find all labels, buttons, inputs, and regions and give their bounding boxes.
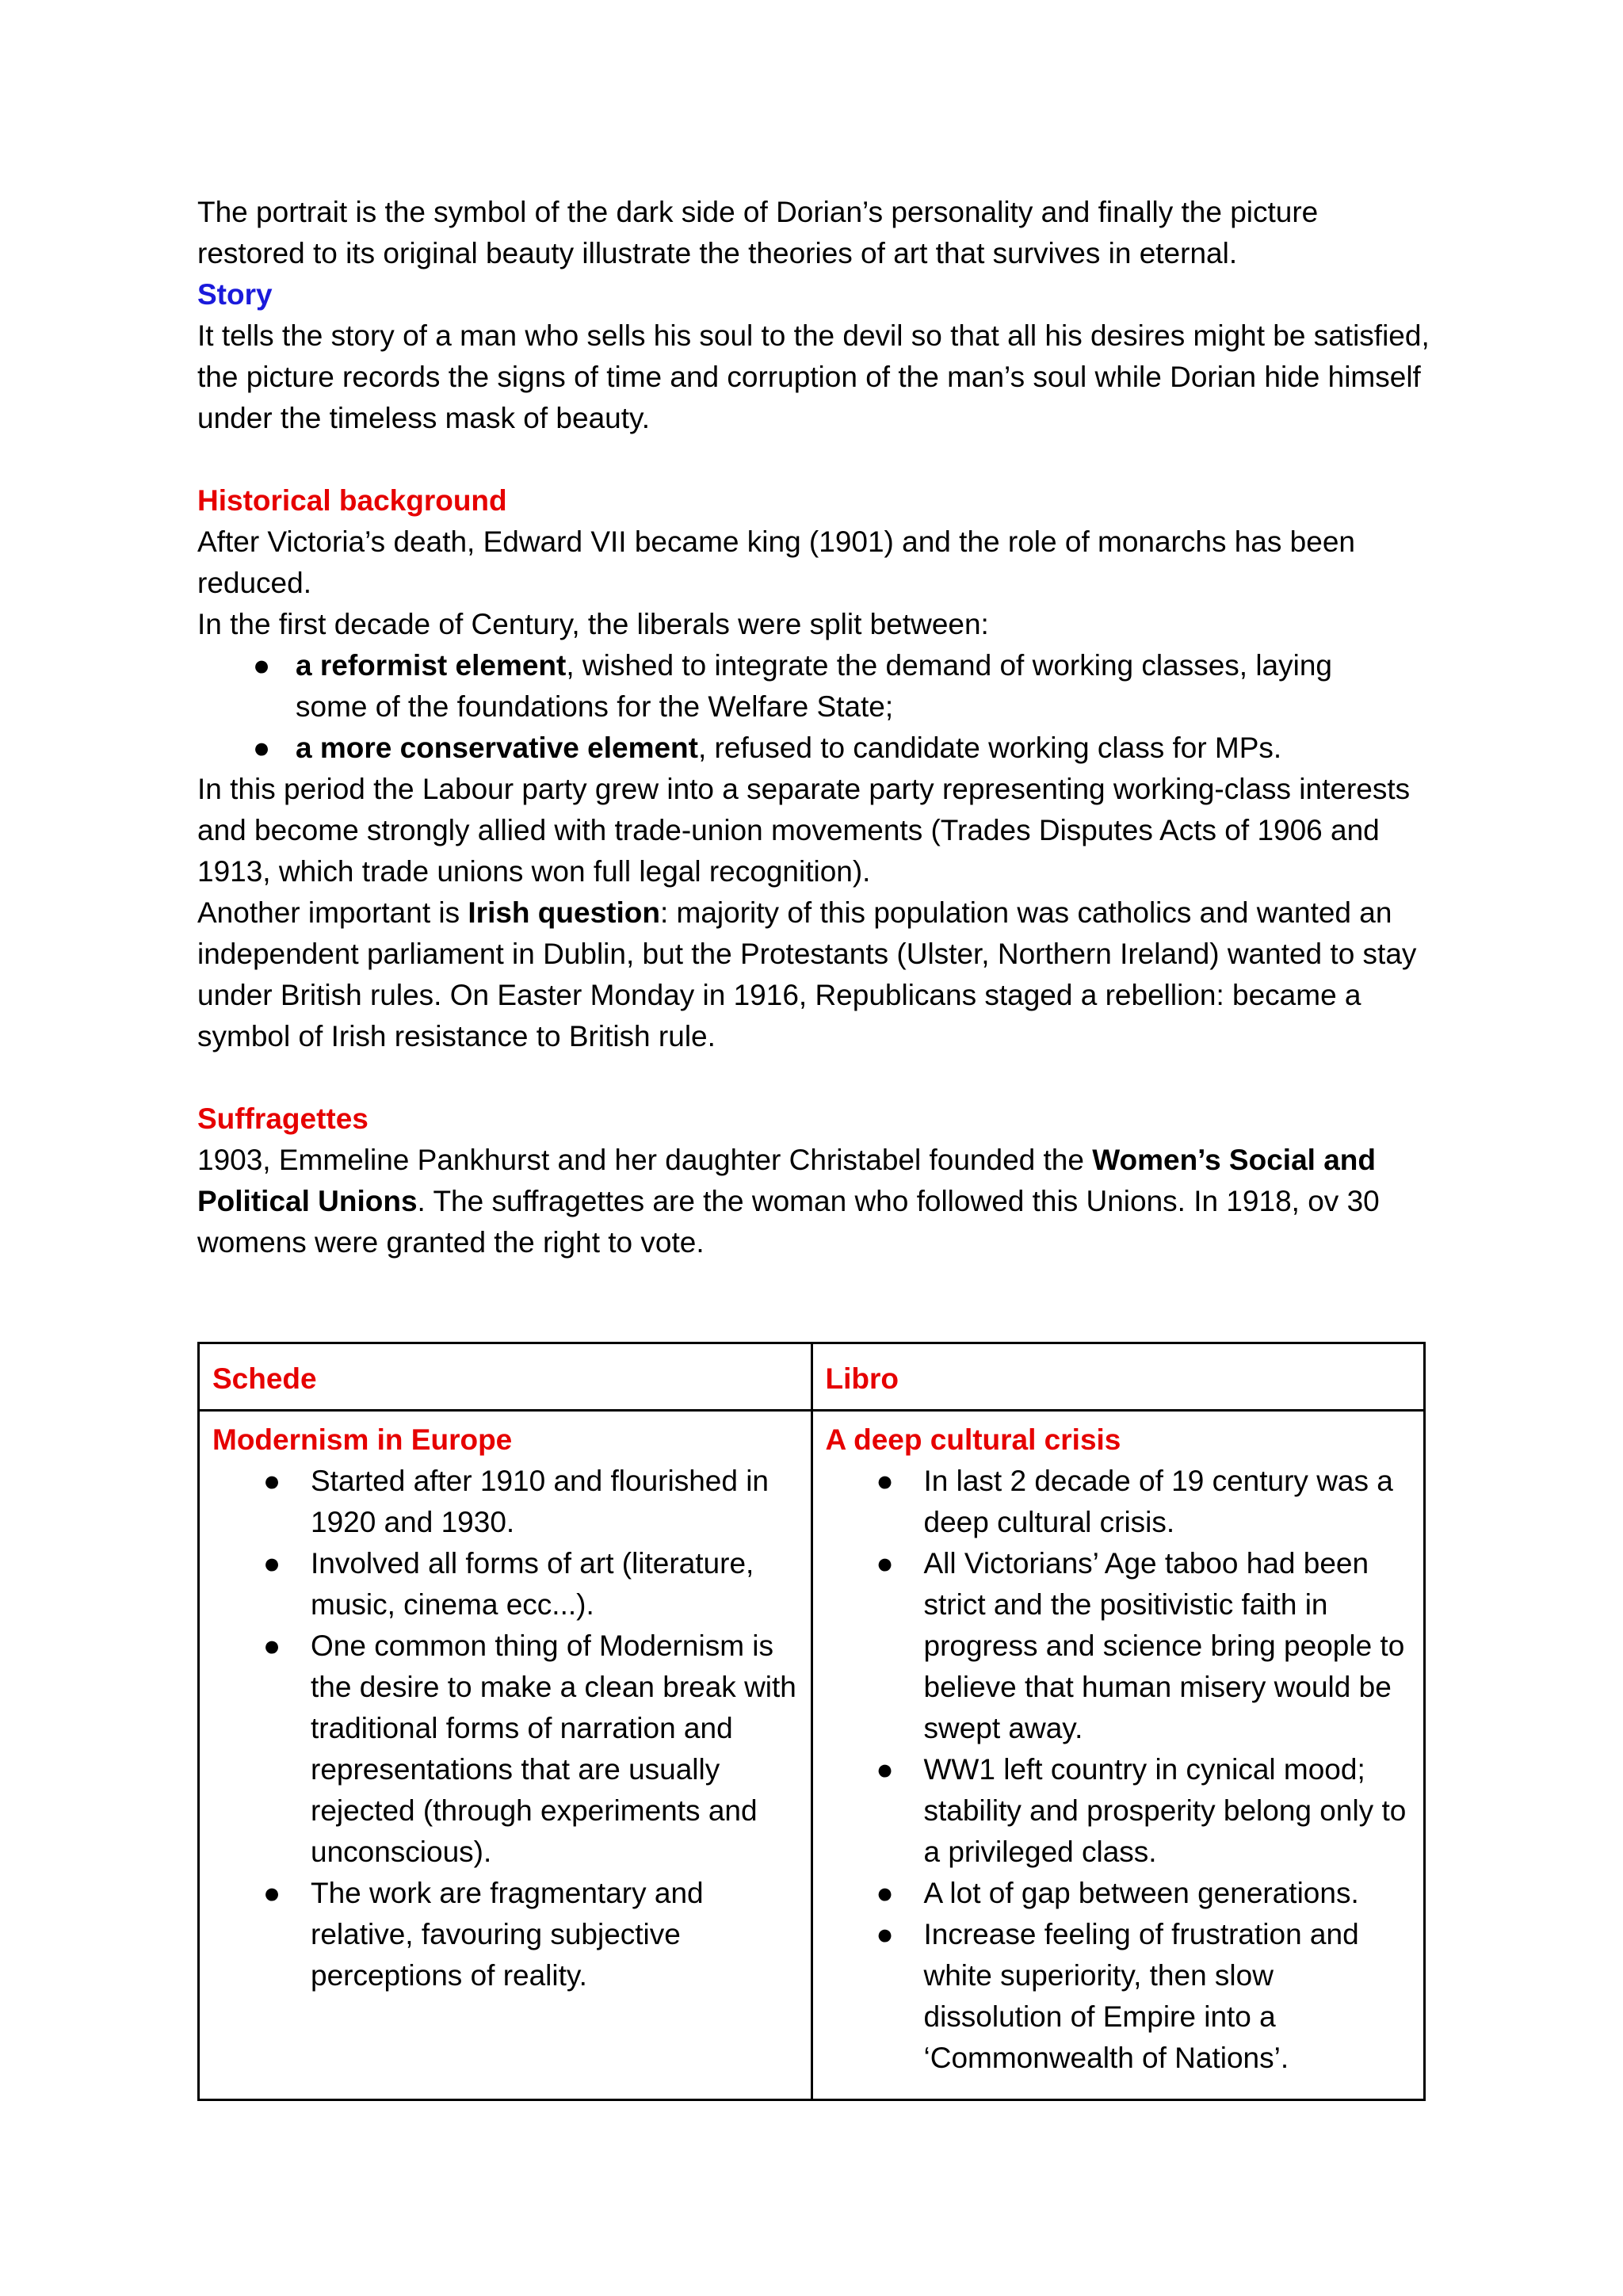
list-item-text: All Victorians’ Age taboo had been strict and the positivistic faith in progress and science bring people to believe that human misery would be swept away. (923, 1547, 1405, 1744)
modernism-title: Modernism in Europe (212, 1423, 513, 1456)
bullet-icon: ● (252, 732, 271, 764)
bullet-text: , refused to candidate working class for MPs. (697, 732, 1282, 764)
historical-heading: Historical background (197, 484, 507, 517)
modernism-list (212, 1461, 798, 1996)
liberals-bullet-list (197, 645, 1434, 769)
list-item-text: Involved all forms of art (literature, music, cinema ecc...). (311, 1547, 754, 1621)
bullet-icon: ● (876, 1877, 894, 1909)
comparison-table (197, 1342, 1426, 2101)
list-item (197, 728, 1434, 769)
schede-header-label: Schede (212, 1362, 317, 1395)
suffragettes-paragraph (197, 1140, 1434, 1263)
historical-paragraph-2: In the first decade of Century, the liberals were split between: (197, 608, 989, 640)
list-item-text: One common thing of Modernism is the desire to make a clean break with traditional forms of narration and representations that are usually rejected (through experiments and unconscious). (311, 1629, 796, 1868)
list-item (826, 1461, 1411, 1543)
list-item (212, 1461, 798, 1543)
suffragettes-text: . The suffragettes are the woman who followed this Unions. In 1918, ov 30 womens were granted the right to vote. (197, 1185, 1380, 1259)
list-item (212, 1626, 798, 1873)
list-item (826, 1873, 1411, 1914)
list-item-text: In last 2 decade of 19 century was a deep cultural crisis. (923, 1465, 1393, 1538)
irish-intro: Another important is (197, 896, 468, 929)
bullet-bold: a reformist element (296, 649, 567, 682)
list-item (826, 1914, 1411, 2079)
bullet-icon: ● (262, 1877, 281, 1909)
bullet-icon: ● (262, 1629, 281, 1662)
schede-cell (199, 1411, 812, 2100)
libro-header-label: Libro (825, 1362, 899, 1395)
wspu-bold: Women’s Social and Political Unions (197, 1144, 1376, 1217)
table-header-libro (812, 1343, 1425, 1411)
story-paragraph: It tells the story of a man who sells his soul to the devil so that all his desires might be satisfied, the picture records the signs of time and corruption of the man’s soul while Dorian hide himself under the timeless mask of beauty. (197, 319, 1430, 434)
story-heading: Story (197, 278, 273, 311)
list-item (826, 1543, 1411, 1749)
bullet-text: , wished to integrate the demand of working classes, laying some of the foundations for the Welfare State; (296, 649, 1333, 723)
list-item (212, 1543, 798, 1626)
libro-cell (812, 1411, 1425, 2100)
document-body (197, 192, 1434, 1263)
list-item (212, 1873, 798, 1996)
suffragettes-heading: Suffragettes (197, 1102, 369, 1135)
suffragettes-intro: 1903, Emmeline Pankhurst and her daughter Christabel founded the (197, 1144, 1093, 1176)
irish-text: : majority of this population was catholics and wanted an independent parliament in Dublin, but the Protestants (Ulster, Northern Ireland) wanted to stay under British rules. On Easter Monday in 1916, Republicans staged a rebellion: became a symbol of Irish resistance to British rule. (197, 896, 1417, 1052)
historical-paragraph-3: In this period the Labour party grew into a separate party representing working-class interests and become strongly allied with trade-union movements (Trades Disputes Acts of 1906 and 1913, which trade unions won full legal recognition). (197, 773, 1411, 888)
bullet-icon: ● (876, 1547, 894, 1580)
list-item (826, 1749, 1411, 1873)
bullet-icon: ● (262, 1547, 281, 1580)
bullet-icon: ● (262, 1465, 281, 1497)
list-item-text: A lot of gap between generations. (923, 1877, 1359, 1909)
historical-paragraph-4 (197, 892, 1434, 1057)
list-item-text: The work are fragmentary and relative, favouring subjective perceptions of reality. (311, 1877, 704, 1992)
bullet-bold: a more conservative element (296, 732, 698, 764)
intro-paragraph: The portrait is the symbol of the dark side of Dorian’s personality and finally the picture restored to its original beauty illustrate the theories of art that survives in eternal. (197, 196, 1319, 269)
bullet-icon: ● (252, 649, 271, 682)
cultural-crisis-title: A deep cultural crisis (825, 1423, 1121, 1456)
list-item (197, 645, 1389, 728)
list-item-text: WW1 left country in cynical mood; stability and prosperity belong only to a privileged class. (923, 1753, 1407, 1868)
comparison-table-wrapper (197, 1342, 1426, 2101)
bullet-icon: ● (876, 1753, 894, 1786)
list-item-text: Increase feeling of frustration and white superiority, then slow dissolution of Empire into a ‘Commonwealth of Nations’. (923, 1918, 1359, 2074)
table-header-row (199, 1343, 1425, 1411)
bullet-icon: ● (876, 1465, 894, 1497)
table-header-schede (199, 1343, 812, 1411)
cultural-crisis-list (826, 1461, 1411, 2079)
table-row (199, 1411, 1425, 2100)
list-item-text: Started after 1910 and flourished in 1920 and 1930. (311, 1465, 769, 1538)
historical-paragraph-1: After Victoria’s death, Edward VII became king (1901) and the role of monarchs has been reduced. (197, 525, 1355, 599)
bullet-icon: ● (876, 1918, 894, 1950)
irish-question-bold: Irish question (468, 896, 660, 929)
